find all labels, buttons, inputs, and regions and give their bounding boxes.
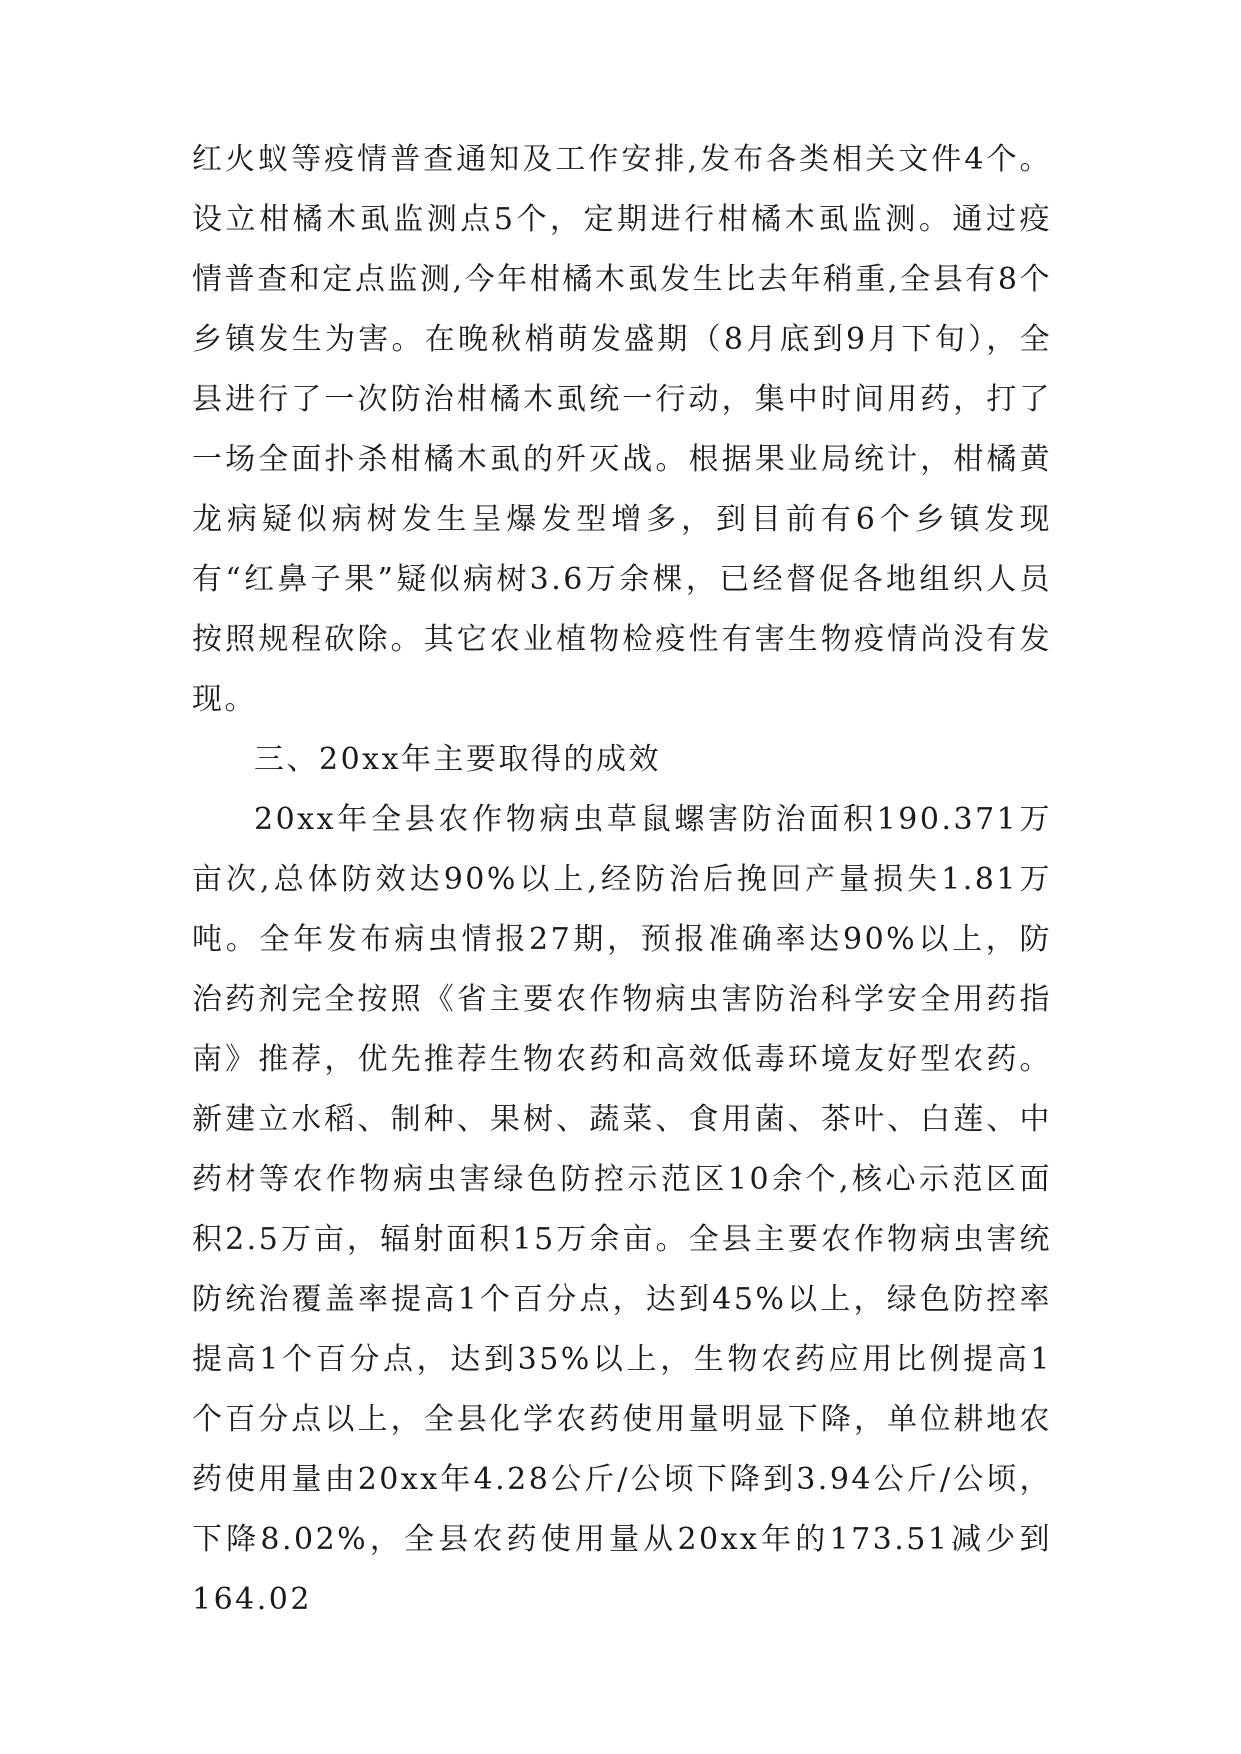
section-heading: 三、20xx年主要取得的成效 bbox=[254, 742, 662, 777]
document-page bbox=[192, 130, 1052, 1630]
paragraph-results: 20xx年全县农作物病虫草鼠螺害防治面积190.371万亩次,总体防效达90%以上,经防治后挽回产量损失1.81万吨。全年发布病虫情报27期，预报准确率达90%以上，防治药剂完全按照《省主要农作物病虫害防治科学安全用药指南》推荐，优先推荐生物农药和高效低毒环境友好型农药。新建立水稻、制种、果树、蔬菜、食用菌、茶叶、白莲、中药材等农作物病虫害绿色防控示范区10余个,核心示范区面积2.5万亩，辐射面积15万余亩。全县主要农作物病虫害统防统治覆盖率提高1个百分点，达到45%以上，绿色防控率提高1个百分点，达到35%以上，生物农药应用比例提高1个百分点以上，全县化学农药使用量明显下降，单位耕地农药使用量由20xx年4.28公斤/公顷下降到3.94公斤/公顷，下降8.02%，全县农药使用量从20xx年的173.51减少到164.02 bbox=[192, 802, 1052, 1617]
paragraph-continuation: 红火蚁等疫情普查通知及工作安排,发布各类相关文件4个。设立柑橘木虱监测点5个，定期进行柑橘木虱监测。通过疫情普查和定点监测,今年柑橘木虱发生比去年稍重,全县有8个乡镇发生为害。在晚秋梢萌发盛期（8月底到9月下旬），全县进行了一次防治柑橘木虱统一行动，集中时间用药，打了一场全面扑杀柑橘木虱的歼灭战。根据果业局统计，柑橘黄龙病疑似病树发生呈爆发型增多，到目前有6个乡镇发现有“红鼻子果”疑似病树3.6万余棵，已经督促各地组织人员按照规程砍除。其它农业植物检疫性有害生物疫情尚没有发现。 bbox=[192, 142, 1052, 717]
